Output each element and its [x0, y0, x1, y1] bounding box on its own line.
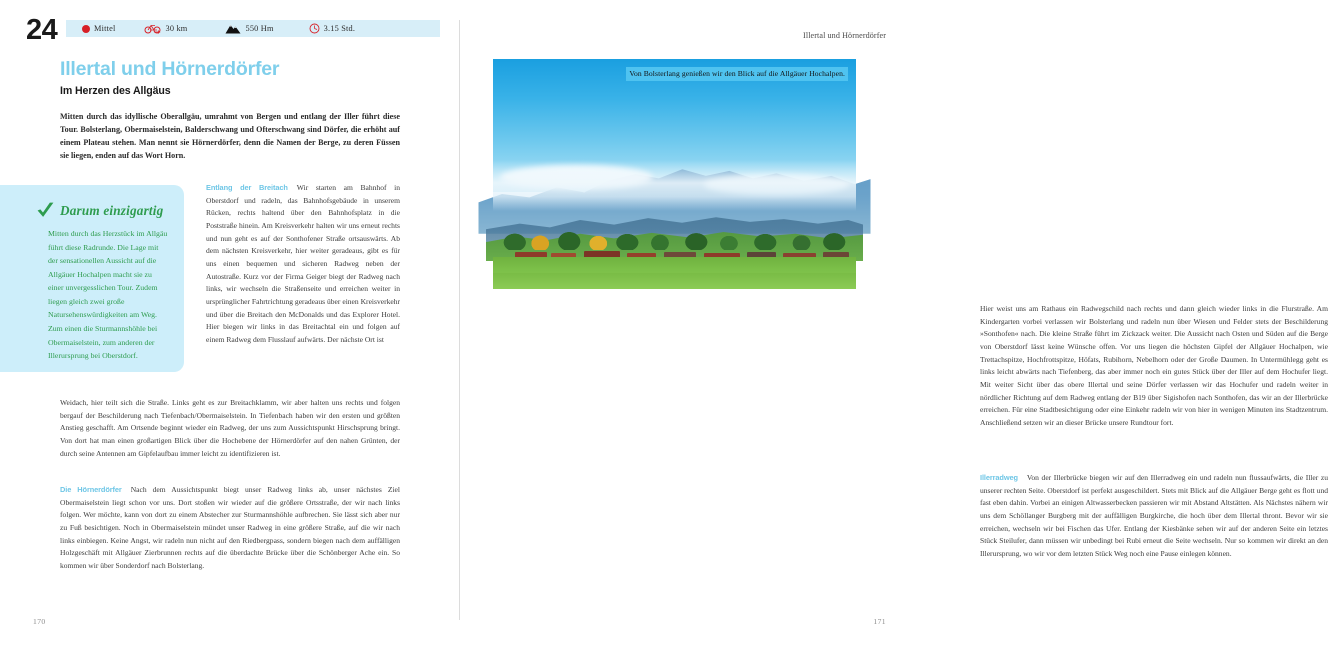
section-weidach-text: Weidach, hier teilt sich die Straße. Links geht es zur Breitachklamm, wir aber halten uns rechts und folgen bergauf der Beschilderung nach Tiefenbach/Obermaiselstein. In Tiefenbach haben wir den ersten und größten Anstieg geschafft. Am Ortsende beginnt wieder ein Radweg, der uns zum Aussichtspunkt Hirschsprung bringt. Von dort hat man einen großartigen Blick über die Hochebene der Hörnerdörfer auf den nahen Grünten, der durch seine Antennen am Gipfelaufbau immer leicht zu identifizieren ist.: [60, 398, 400, 458]
fact-elevation-label: 550 Hm: [245, 24, 274, 33]
page-subtitle: Im Herzen des Allgäus: [60, 85, 171, 97]
tour-fact-bar: [66, 20, 440, 37]
unique-callout-body: Mitten durch das Herzstück im Allgäu führt diese Radrunde. Die Lage mit der sensationellen Aussicht auf die Allgäuer Hochalpen macht sie zu einer unvergesslichen Tour. Zudem liegen gleich zwei große Natursehenswürdigkeiten am Weg. Zum einen die Sturmannshöhle bei Obermaiselstein, zum anderen der Illerursprung bei Oberstdorf.: [48, 229, 168, 361]
folio-left: 170: [33, 617, 46, 626]
unique-callout-box: [0, 185, 184, 372]
landscape-photo: [493, 59, 856, 289]
section-hoernerdoerfer: [60, 484, 400, 573]
photo-meadow-foreground: [493, 273, 856, 289]
section-breitach-heading: Entlang der Breitach: [206, 183, 288, 192]
intro-paragraph: Mitten durch das idyllische Oberallgäu, umrahmt von Bergen und entlang der Iller führt diese Tour. Bolsterlang, Obermaiselstein, Balderschwang und Ofterschwang sind Dörfer, die erhöht auf einem Plateau stehen. Man nennt sie Hörnerdörfer, denn die Namen der Berge, zu deren Füssen sie liegen, enden auf das Wort Horn.: [60, 112, 400, 161]
fact-distance: [144, 23, 187, 34]
section-illerradweg: [980, 472, 1328, 561]
section-illerradweg-heading: Illerradweg: [980, 473, 1018, 482]
green-check-icon: [36, 201, 55, 220]
page-left: [0, 0, 460, 648]
photo-canvas: [493, 59, 856, 289]
page-title: Illertal und Hörnerdörfer: [60, 58, 280, 80]
page-right: [460, 0, 1328, 648]
fact-difficulty: [82, 24, 115, 33]
mountain-icon: [225, 23, 241, 34]
section-breitach-text: Wir starten am Bahnhof in Oberstdorf und radeln, das Bahnhofsgebäude in unserem Rücken, rechts haltend über den Bahnhofsplatz in die Poststraße hinein. Am Kreisverkehr halten wir uns erneut rechts und nun geht es auf der Sonthofener Straße ortsauswärts. Ab dem nächsten Kreisverkehr, hier weiter geradeaus, gibt es für uns einen bequemen und sicheren Radweg neben der Autostraße. Kurz vor der Firma Geiger biegt der Radweg nach links, wir wechseln die Straßenseite und erreichen weiter in ursprünglicher Fahrtrichtung geradeaus über einen Kreisverkehr und über die Breitach den McDonalds und das Explorer Hotel. Hier biegen wir links in das Breitachtal ein und folgen auf einem Radweg dem Flusslauf aufwärts. Der nächste Ort ist: [206, 183, 400, 345]
folio-right: 171: [873, 617, 886, 626]
unique-callout-header: [36, 201, 168, 220]
photo-haze: [493, 160, 856, 211]
fact-duration: [309, 23, 356, 34]
clock-icon: [309, 23, 320, 34]
bicycle-icon: [144, 23, 161, 34]
running-head: Illertal und Hörnerdörfer: [803, 31, 886, 40]
fact-elevation: [225, 23, 273, 34]
red-dot-icon: [82, 25, 90, 33]
section-breitach: [206, 182, 400, 347]
photo-caption: Von Bolsterlang genießen wir den Blick auf die Allgäuer Hochalpen.: [626, 67, 848, 81]
section-illerradweg-text: Von der Illerbrücke biegen wir auf den Illerradweg ein und radeln nun flussaufwärts, die Iller zu unserer rechten Seite. Oberstdorf ist perfekt ausgeschildert. Stets mit Blick auf die Allgäuer Berge geht es flott und fast eben dahin. Vorbei an einigen Altwasserbecken passieren wir mit Abstand Altstätten. Als Nächstes nähern wir uns dem Schöllanger Burgberg mit der auffälligen Burgkirche, die hoch über dem Illertal thront. Bevor wir sie erreichen, wechseln wir bei Fischen das Ufer. Entlang der Kiesbänke sehen wir auf der anderen Seite ein letztes Stück Steilufer, dann müssen wir unbedingt bei Rubi erneut die Seite wechseln. Nur so kommen wir direkt an den Illerursprung, wo wir vor dem letzten Stück Weg noch eine Pause einlegen können.: [980, 473, 1328, 559]
fact-difficulty-label: Mittel: [94, 24, 116, 33]
fact-distance-label: 30 km: [165, 24, 188, 33]
unique-callout-title: Darum einzigartig: [60, 202, 164, 218]
tour-header: [26, 14, 440, 48]
section-hoernerdoerfer-text: Nach dem Aussichtspunkt biegt unser Radweg links ab, unser nächstes Ziel Obermaiselstein liegt schon vor uns. Dort stoßen wir wieder auf die größere Ortsstraße, der wir nach links folgen. Wer möchte, kann von dort zu einem Abstecher zur Sturmannshöhle aufbrechen. Sie lässt sich aber nur zu Fuß besichtigen. Noch in Obermaiselstein mündet unser Radweg in eine größere Straße, auf die wir nach links einbiegen. Keine Angst, wir radeln nun nicht auf den Riedbergpass, sondern biegen nach dem auffälligen Holzgeschäft mit Allgäuer Zierbrunnen rechts auf die überdachte Brücke über die Schönberger Ache ein. So kommen wir über Sonderdorf nach Bolsterlang.: [60, 485, 400, 571]
section-hoernerdoerfer-heading: Die Hörnerdörfer: [60, 485, 122, 494]
tour-number: 24: [26, 14, 58, 46]
section-bolsterlang-text: Hier weist uns am Rathaus ein Radwegschild nach rechts und dann gleich wieder links in die Flurstraße. Am Kindergarten vorbei verlassen wir Bolsterlang und radeln nun über Wiesen und Felder stets der Beschilderung »Sonthofen« nach. Die kleine Straße führt im Zickzack weiter. Die Aussicht nach Osten und Süden auf die Berge von Oberstdorf lässt keine Wünsche offen. Vor uns liegen die höchsten Gipfel der Allgäuer Hochalpen, wie Trettachspitze, Hochfrottspitze, Höfats, Rubihorn, Nebelhorn oder der Große Daumen. In Untermühlegg geht es links leicht abwärts nach Tiefenberg, das aber immer noch ein gutes Stück über der Iller auf dem Hochufer liegt. Mit weiter Sicht über das obere Illertal und seine Dörfer verlassen wir das Hochufer und radeln weiter in nördlicher Richtung auf dem Radweg entlang der B19 über Sigishofen nach Sonthofen, das wir an der Illerbrücke erreichen. Für eine Stadtbesichtigung oder eine Einkehr radeln wir von hier in wenigen Minuten ins Stadtzentrum. Anschließend setzen wir an dieser Brücke unsere Rundtour fort.: [980, 304, 1328, 428]
fact-duration-label: 3.15 Std.: [323, 24, 356, 33]
